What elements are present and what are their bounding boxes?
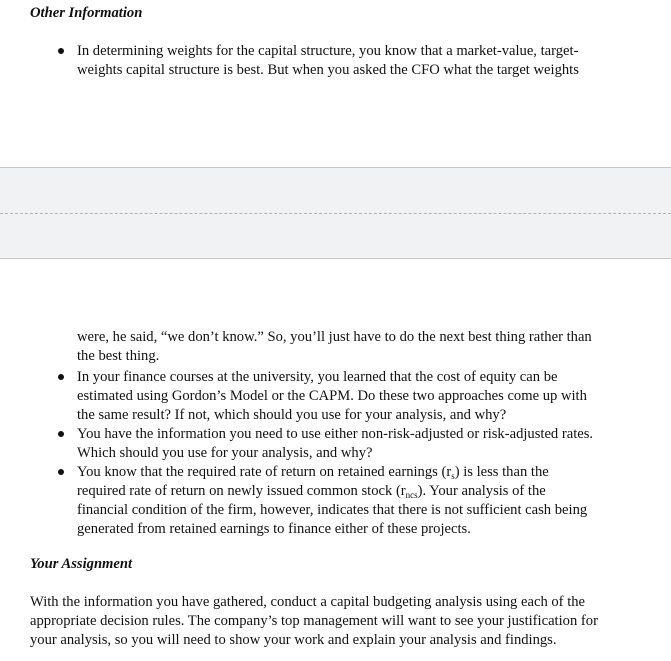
bullet-dot-icon (58, 374, 64, 380)
bullet4-line4: generated from retained earnings to finance either of these projects. (77, 521, 471, 537)
bullet4-line3: financial condition of the firm, however, indicates that there is not sufficient cash being (77, 502, 588, 518)
bullet2-line3: the same result? If not, which should you use for your analysis, and why? (77, 407, 507, 423)
section-heading-other-information: Other Information (30, 5, 143, 21)
page-break-divider (0, 213, 671, 214)
bullet-dot-icon (58, 431, 64, 437)
bullet1-line3: were, he said, “we don’t know.” So, you’ll just have to do the next best thing rather than (77, 329, 592, 345)
bullet-dot-icon (58, 48, 64, 54)
assignment-line2: appropriate decision rules. The company’s top management will want to see your justification for (30, 613, 598, 629)
bullet-dot-icon (58, 469, 64, 475)
bullet3-line1: You have the information you need to use either non-risk-adjusted or risk-adjusted rates. (77, 426, 594, 442)
assignment-line3: your analysis, so you will need to show your work and explain your analysis and findings. (30, 632, 557, 648)
bullet4-line2-text: required rate of return on newly issued common stock (r (77, 483, 406, 499)
new-common-stock-subscript: ncs (405, 490, 418, 500)
bullet4-line2 (77, 482, 546, 501)
bullet2-line2: estimated using Gordon’s Model or the CAPM. Do these two approaches come up with (77, 388, 587, 404)
bullet1-line4: the best thing. (77, 348, 160, 364)
bullet4-line1-text: You know that the required rate of return on retained earnings (r (77, 464, 452, 480)
section-heading-your-assignment: Your Assignment (30, 556, 133, 572)
bullet4-line1 (77, 463, 549, 482)
bullet1-line2: weights capital structure is best. But when you asked the CFO what the target weights (77, 62, 579, 78)
assignment-line1: With the information you have gathered, conduct a capital budgeting analysis using each of the (30, 594, 586, 610)
bullet1-line1: In determining weights for the capital structure, you know that a market-value, target- (77, 43, 579, 59)
bullet2-line1: In your finance courses at the university, you learned that the cost of equity can be (77, 369, 558, 385)
bullet3-line2: Which should you use for your analysis, and why? (77, 445, 373, 461)
bullet4-line1-tail: ) is less than the (454, 464, 549, 480)
page-break (0, 167, 671, 259)
bullet4-line2-tail: ). Your analysis of the (417, 483, 546, 499)
retained-earnings-subscript: s (451, 471, 455, 481)
